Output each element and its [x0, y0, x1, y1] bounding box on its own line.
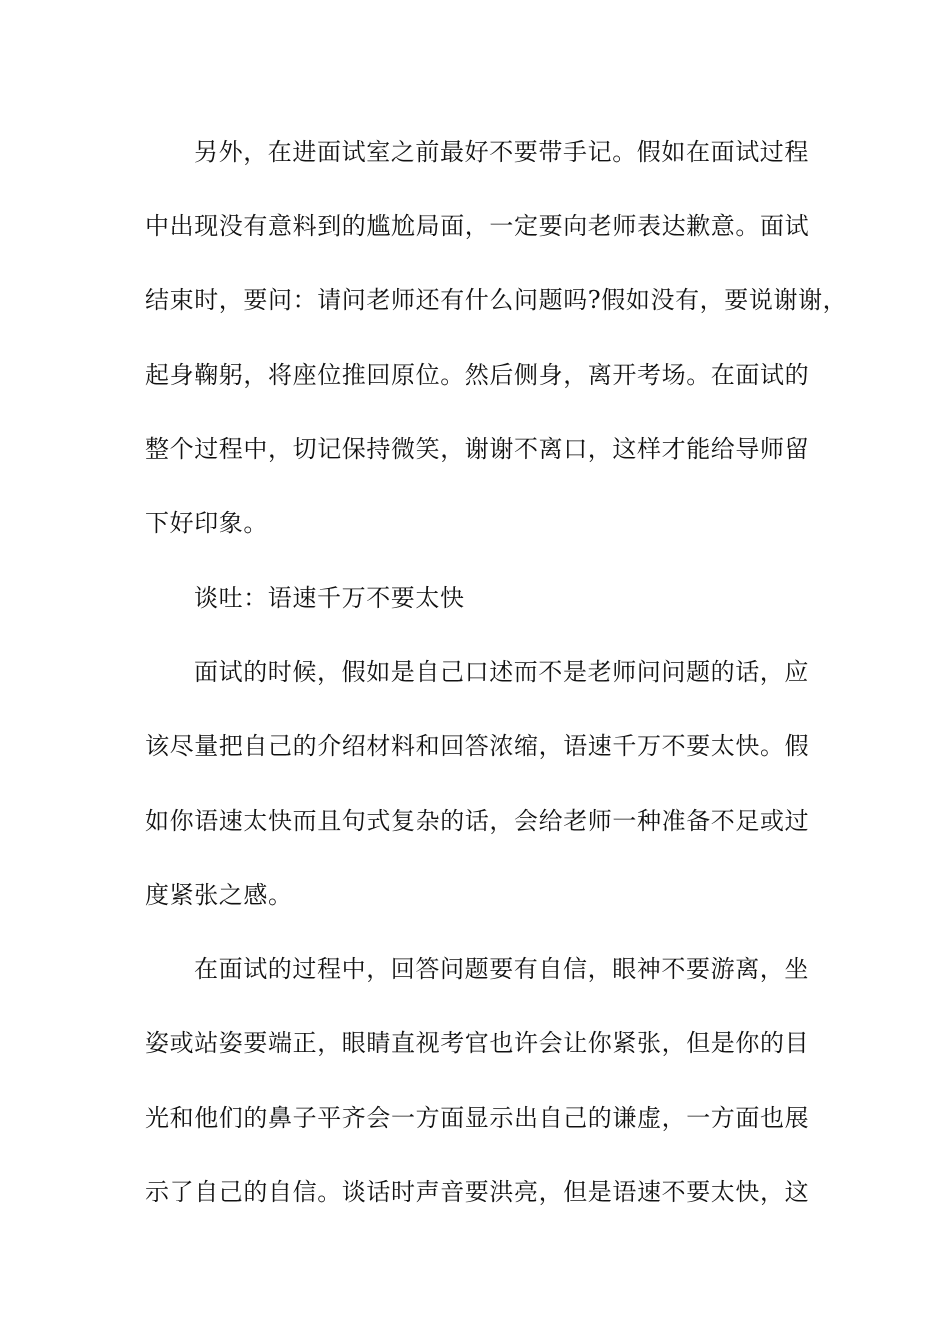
paragraph-1-line-6: 下好印象。 — [145, 509, 268, 537]
paragraph-1-line-5: 整个过程中，切记保持微笑，谢谢不离口，这样才能给导师留 — [145, 435, 810, 463]
section-heading: 谈吐：语速千万不要太快 — [194, 584, 465, 612]
paragraph-2-line-1: 面试的时候，假如是自己口述而不是老师问问题的话，应 — [194, 658, 809, 686]
paragraph-3-line-2: 姿或站姿要端正，眼睛直视考官也许会让你紧张，但是你的目 — [145, 1029, 810, 1057]
paragraph-1-line-2: 中出现没有意料到的尴尬局面，一定要向老师表达歉意。面试 — [145, 212, 810, 240]
paragraph-1-line-3: 结束时，要问：请问老师还有什么问题吗?假如没有，要说谢谢， — [145, 286, 848, 314]
paragraph-2-line-2: 该尽量把自己的介绍材料和回答浓缩，语速千万不要太快。假 — [145, 732, 810, 760]
paragraph-1-line-4: 起身鞠躬，将座位推回原位。然后侧身，离开考场。在面试的 — [145, 361, 810, 389]
paragraph-2-line-3: 如你语速太快而且句式复杂的话，会给老师一种准备不足或过 — [145, 807, 810, 835]
paragraph-1-line-1: 另外，在进面试室之前最好不要带手记。假如在面试过程 — [194, 138, 809, 166]
paragraph-3-line-1: 在面试的过程中，回答问题要有自信，眼神不要游离，坐 — [194, 955, 809, 983]
paragraph-3-line-4: 示了自己的自信。谈话时声音要洪亮，但是语速不要太快，这 — [145, 1178, 810, 1206]
paragraph-3-line-3: 光和他们的鼻子平齐会一方面显示出自己的谦虚，一方面也展 — [145, 1104, 810, 1132]
paragraph-2-line-4: 度紧张之感。 — [145, 881, 293, 909]
